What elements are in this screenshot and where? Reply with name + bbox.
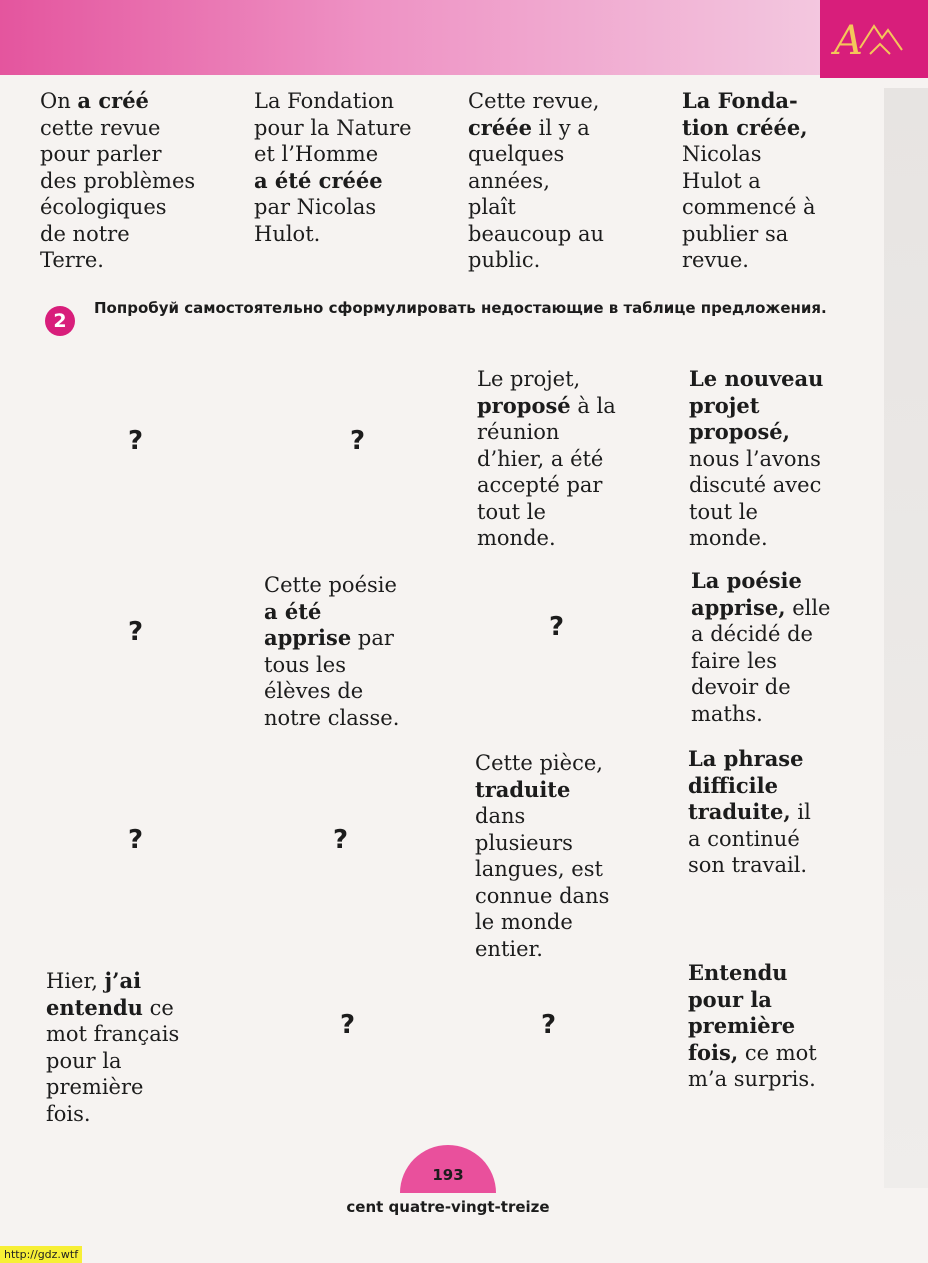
missing-sentence-mark: ? (333, 825, 349, 855)
table2-r2-c2: Cette poésie a été apprise par tous les élèves de notre classe. (264, 573, 400, 730)
missing-sentence-mark: ? (128, 426, 144, 456)
table2-r2-c4: La poésie apprise, elle a décidé de faire les devoir de maths. (691, 568, 831, 726)
task-number-badge: 2 (45, 306, 75, 336)
top-color-band (0, 0, 820, 75)
table1-cell-4: La Fonda- tion créée, Nicolas Hulot a commencé à publier sa revue. (682, 88, 816, 272)
table2-r4-c4: Entendu pour la première fois, ce mot m’a surpris. (688, 960, 817, 1091)
page-number-words: cent quatre-vingt-treize (346, 1198, 550, 1216)
table1-cell-2: La Fondation pour la Nature et l’Homme a été créée par Nicolas Hulot. (254, 89, 412, 246)
table2-r1-c4: Le nouveau projet proposé, nous l’avons discuté avec tout le monde. (689, 366, 824, 550)
missing-sentence-mark: ? (128, 825, 144, 855)
missing-sentence-mark: ? (350, 426, 366, 456)
watermark-link[interactable]: http://gdz.wtf (0, 1246, 82, 1263)
table1-cell-1: On a créé cette revue pour parler des problèmes écologiques de notre Terre. (40, 88, 196, 272)
table2-r3-c4: La phrase difficile traduite, il a continué son travail. (688, 746, 811, 877)
chapter-logo (820, 0, 928, 78)
table2-r4-c1: Hier, j’ai entendu ce mot français pour la première fois. (46, 968, 180, 1126)
mountain-logo-icon (830, 8, 918, 68)
logo-letter: A (834, 18, 863, 64)
task-instruction: Попробуй самостоятельно сформулировать недостающие в таблице предложения. (94, 299, 827, 317)
missing-sentence-mark: ? (340, 1010, 356, 1040)
missing-sentence-mark: ? (128, 617, 144, 647)
missing-sentence-mark: ? (541, 1010, 557, 1040)
table2-r1-c3: Le projet, proposé à la réunion d’hier, a été accepté par tout le monde. (477, 367, 616, 550)
missing-sentence-mark: ? (549, 612, 565, 642)
page-number: 193 (432, 1166, 464, 1184)
page-edge-strip (884, 88, 928, 1188)
table1-cell-3: Cette revue, créée il y a quelques années, plaît beaucoup au public. (468, 89, 605, 272)
table2-r3-c3: Cette pièce, traduite dans plusieurs langues, est connue dans le monde entier. (475, 751, 610, 961)
